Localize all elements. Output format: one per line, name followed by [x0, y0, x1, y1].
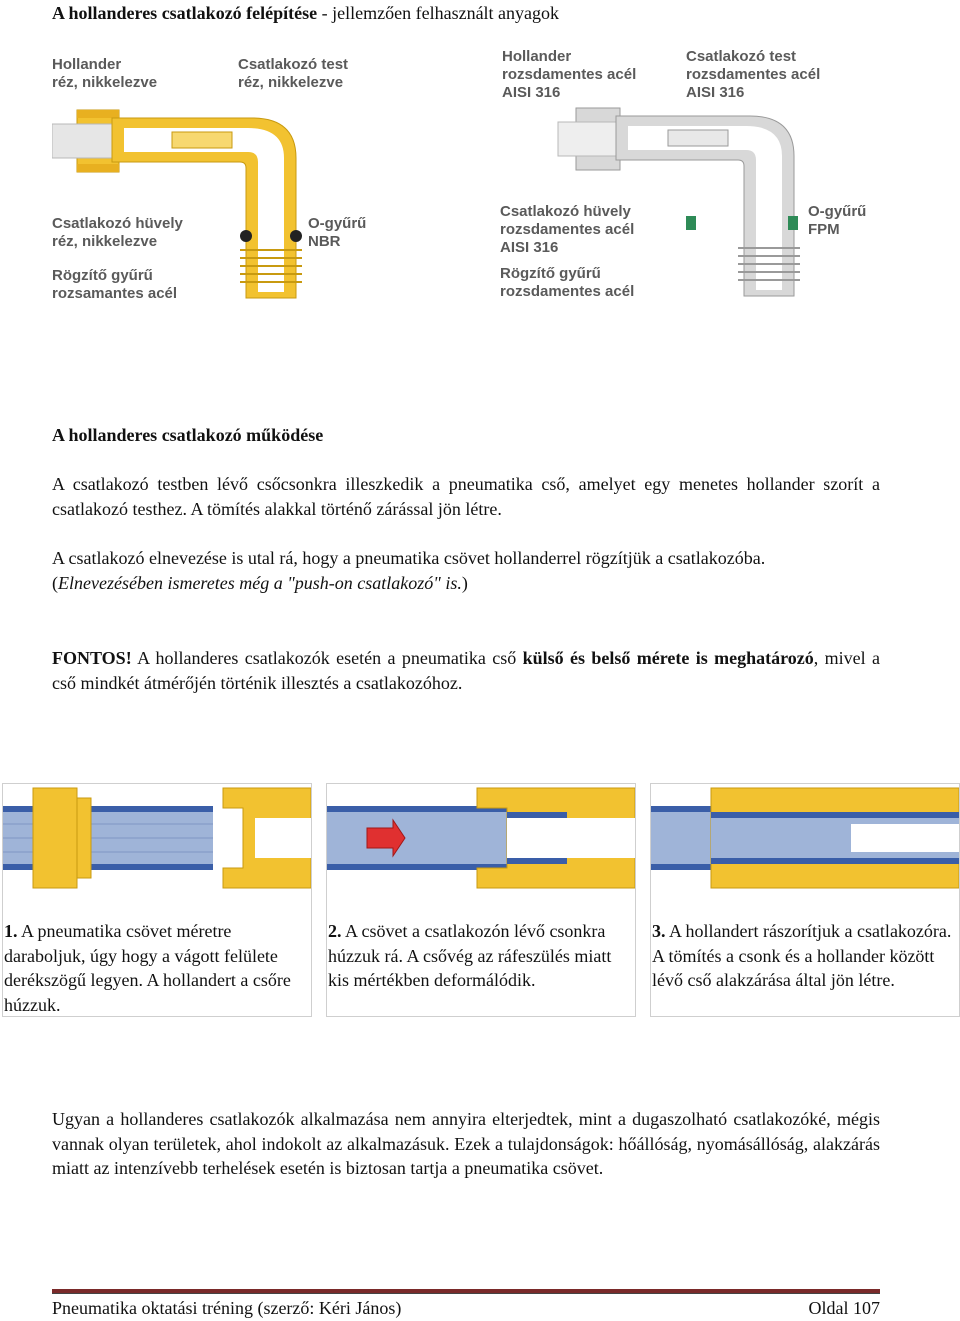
- label-body-material: réz, nikkelezve: [238, 74, 344, 91]
- step-1-illustration: [3, 784, 311, 890]
- label-sleeve-grade: AISI 316: [500, 239, 559, 256]
- label-sleeve-material: réz, nikkelezve: [52, 233, 158, 250]
- step-3-text: A hollandert rászorítjuk a csatlakozóra. A tömítés a csonk és a hollander között lévő cső alakzárása által jön létre.: [652, 921, 952, 990]
- paragraph-1: A csatlakozó testben lévő csőcsonkra illeszkedik a pneumatika cső, amelyet egy menetes hollander szorít a csatlakozó testhez. A tömítés alakkal történő zárással jön létre.: [52, 474, 880, 519]
- label-oring: O-gyűrű: [308, 215, 367, 232]
- paragraph-2-open: (: [52, 572, 58, 593]
- label-oring-material: FPM: [808, 221, 840, 238]
- brass-fitting-diagram: [52, 40, 382, 310]
- section-heading-text: A hollanderes csatlakozó működése: [52, 425, 324, 445]
- step-box-1: [2, 783, 312, 1017]
- paragraph-3-bold: külső és belső mérete is meghatározó: [522, 648, 814, 668]
- step-1-number: 1.: [4, 921, 18, 941]
- step-2-text: A csövet a csatlakozón lévő csonkra húzzuk rá. A csővég az ráfeszülés miatt kis mértékben deformálódik.: [328, 921, 612, 990]
- label-hollander-material: rozsdamentes acél: [502, 66, 637, 83]
- label-sleeve-material: rozsdamentes acél: [500, 221, 635, 238]
- heading-rest: - jellemzően felhasznált anyagok: [317, 3, 560, 23]
- important-label: FONTOS!: [52, 648, 132, 668]
- steel-fitting-drawing: [498, 40, 878, 310]
- page-number: Oldal 107: [808, 1298, 880, 1318]
- paragraph-3-text2: , mivel a cső mindkét átmérőjén történik illesztés a csatlakozóhoz.: [52, 648, 881, 693]
- paragraph-2: [52, 546, 880, 595]
- label-ring-material: rozsdamentes acél: [500, 283, 635, 300]
- label-body: Csatlakozó test: [238, 56, 349, 73]
- label-hollander: Hollander: [502, 48, 572, 65]
- label-hollander-grade: AISI 316: [502, 84, 561, 101]
- paragraph-3: [52, 646, 880, 695]
- closing-paragraph: Ugyan a hollanderes csatlakozók alkalmazása nem annyira elterjedtek, mint a dugaszolható csatlakozóké, mégis vannak olyan területek, ahol indokolt az alkalmazásuk. Ezek a tulajdonságok: hőállóság, nyomásállóság, alakzárás miatt az intenzívebb terhelések esetén is biztosan tartja a pneumatika csövet.: [52, 1109, 880, 1178]
- label-oring-material: NBR: [308, 233, 341, 250]
- steel-fitting-diagram: [498, 40, 878, 310]
- section-heading: [52, 423, 880, 448]
- step-2-illustration: [327, 784, 635, 890]
- step-3-number: 3.: [652, 921, 666, 941]
- paragraph-2-italic: Elnevezésében ismeretes még a "push-on csatlakozó" is.: [58, 572, 462, 593]
- paragraph-3-text1: A hollanderes csatlakozók esetén a pneumatika cső: [131, 648, 523, 668]
- label-sleeve: Csatlakozó hüvely: [52, 215, 183, 232]
- step-1-caption: [4, 919, 304, 1017]
- label-body-grade: AISI 316: [686, 84, 745, 101]
- label-sleeve: Csatlakozó hüvely: [500, 203, 631, 220]
- paragraph-2-close: ): [461, 572, 468, 593]
- label-body-material: rozsdamentes acél: [686, 66, 821, 83]
- footer-title: Pneumatika oktatási tréning (szerző: Kéri János): [52, 1298, 402, 1318]
- label-ring: Rögzítő gyűrű: [500, 265, 601, 282]
- step-3-illustration: [651, 784, 959, 890]
- paragraph-2-text: A csatlakozó elnevezése is utal rá, hogy a pneumatika csövet hollanderrel rögzítjük a csatlakozóba.: [52, 548, 766, 568]
- label-hollander-material: réz, nikkelezve: [52, 74, 158, 91]
- label-ring: Rögzítő gyűrű: [52, 267, 153, 284]
- step-3-caption: [652, 919, 952, 993]
- label-oring: O-gyűrű: [808, 203, 867, 220]
- brass-fitting-drawing: [52, 40, 382, 310]
- page-heading: [52, 2, 559, 24]
- heading-bold: A hollanderes csatlakozó felépítése: [52, 3, 318, 23]
- step-box-2: [326, 783, 636, 1017]
- label-hollander: Hollander: [52, 56, 122, 73]
- step-2-number: 2.: [328, 921, 342, 941]
- label-body: Csatlakozó test: [686, 48, 797, 65]
- step-box-3: [650, 783, 960, 1017]
- step-2-caption: [328, 919, 628, 993]
- label-ring-material: rozsamantes acél: [52, 285, 178, 302]
- step-1-text: A pneumatika csövet méretre daraboljuk, úgy hogy a vágott felülete derékszögű legyen. A hollandert a csőre húzzuk.: [4, 921, 291, 1015]
- footer-rule: [52, 1289, 880, 1294]
